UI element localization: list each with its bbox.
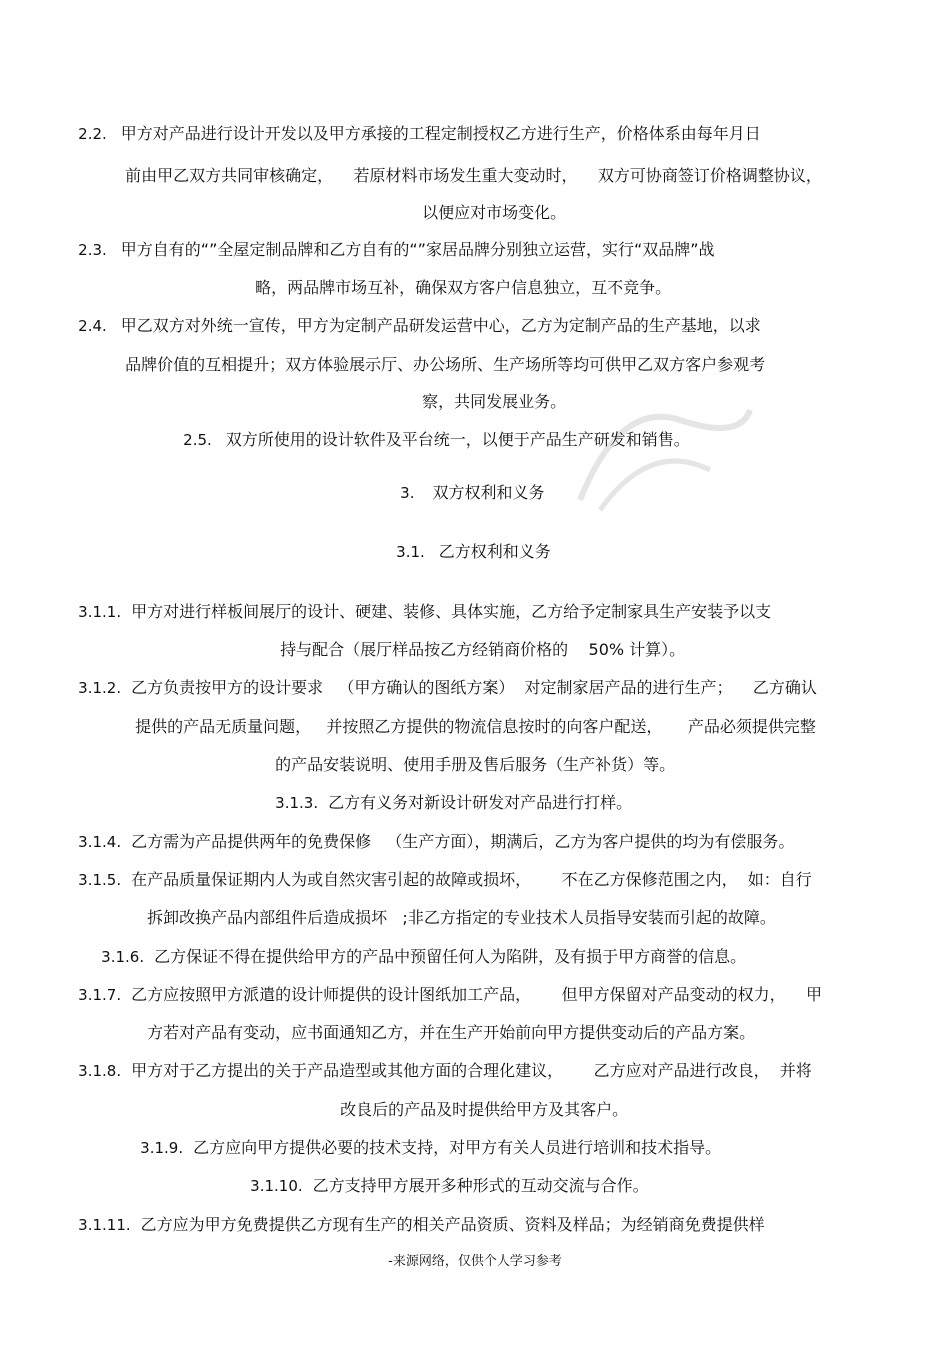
- clause-2-5: 2.5. 双方所使用的设计软件及平台统一，以便于产品生产研发和销售。: [183, 430, 690, 449]
- clause-3-1-2-line-3: 的产品安装说明、使用手册及售后服务（生产补货）等。: [275, 755, 676, 774]
- clause-3-1-8-line-2: 改良后的产品及时提供给甲方及其客户。: [340, 1100, 629, 1119]
- clause-3-1-7-line-1: 3.1.7. 乙方应按照甲方派遣的设计师提供的设计图纸加工产品， 但甲方保留对产品变动的权力， 甲: [78, 985, 822, 1004]
- clause-3-1-9: 3.1.9. 乙方应向甲方提供必要的技术支持，对甲方有关人员进行培训和技术指导。: [140, 1138, 722, 1157]
- clause-3-1-11: 3.1.11. 乙方应为甲方免费提供乙方现有生产的相关产品资质、资料及样品；为经销商免费提供样: [78, 1215, 765, 1234]
- clause-3-1-10: 3.1.10. 乙方支持甲方展开多种形式的互动交流与合作。: [250, 1176, 649, 1195]
- watermark-stamp: [560, 380, 760, 530]
- clause-3-1-5-line-2: 拆卸改换产品内部组件后造成损坏 ;非乙方指定的专业技术人员指导安装而引起的故障。: [147, 908, 776, 927]
- clause-2-2-line-3: 以便应对市场变化。: [422, 203, 567, 222]
- clause-3-1-1-line-1: 3.1.1. 甲方对进行样板间展厅的设计、硬建、装修、具体实施，乙方给予定制家具生产安装予以支: [78, 602, 772, 621]
- clause-2-3-line-2: 略，两品牌市场互补，确保双方客户信息独立，互不竞争。: [255, 278, 672, 297]
- clause-2-3-line-1: 2.3. 甲方自有的“”全屋定制品牌和乙方自有的“”家居品牌分别独立运营，实行“双品牌”战: [78, 240, 715, 259]
- clause-2-4-line-1: 2.4. 甲乙双方对外统一宣传，甲方为定制产品研发运营中心，乙方为定制产品的生产基地，以求: [78, 316, 761, 335]
- clause-2-2-line-1: 2.2. 甲方对产品进行设计开发以及甲方承接的工程定制授权乙方进行生产，价格体系由每年月日: [78, 124, 761, 143]
- clause-3-1-2-line-2: 提供的产品无质量问题， 并按照乙方提供的物流信息按时的向客户配送， 产品必须提供完整: [135, 717, 816, 736]
- clause-3-1-7-line-2: 方若对产品有变动，应书面通知乙方，并在生产开始前向甲方提供变动后的产品方案。: [147, 1023, 756, 1042]
- clause-3-1-2-line-1: 3.1.2. 乙方负责按甲方的设计要求 （甲方确认的图纸方案） 对定制家居产品的进行生产； 乙方确认: [78, 678, 817, 697]
- clause-3-1-3: 3.1.3. 乙方有义务对新设计研发对产品进行打样。: [275, 793, 633, 812]
- section-3-heading: 3. 双方权利和义务: [400, 483, 545, 502]
- page-footer: -来源网络，仅供个人学习参考: [388, 1254, 562, 1269]
- clause-3-1-5-line-1: 3.1.5. 在产品质量保证期内人为或自然灾害引起的故障或损坏， 不在乙方保修范围之内， 如：自行: [78, 870, 812, 889]
- clause-2-2-line-2: 前由甲乙双方共同审核确定， 若原材料市场发生重大变动时， 双方可协商签订价格调整协议，: [125, 166, 822, 185]
- clause-3-1-8-line-1: 3.1.8. 甲方对于乙方提出的关于产品造型或其他方面的合理化建议， 乙方应对产品进行改良， 并将: [78, 1061, 812, 1080]
- clause-3-1-4: 3.1.4. 乙方需为产品提供两年的免费保修 （生产方面），期满后，乙方为客户提供的均为有偿服务。: [78, 832, 795, 851]
- section-3-1-heading: 3.1. 乙方权利和义务: [396, 542, 551, 561]
- clause-2-4-line-3: 察，共同发展业务。: [422, 392, 567, 411]
- clause-3-1-1-line-2: 持与配合（展厅样品按乙方经销商价格的 50% 计算）。: [280, 640, 686, 659]
- clause-3-1-6: 3.1.6. 乙方保证不得在提供给甲方的产品中预留任何人为陷阱，及有损于甲方商誉的信息。: [101, 947, 747, 966]
- clause-2-4-line-2: 品牌价值的互相提升；双方体验展示厅、办公场所、生产场所等均可供甲乙双方客户参观考: [125, 355, 766, 374]
